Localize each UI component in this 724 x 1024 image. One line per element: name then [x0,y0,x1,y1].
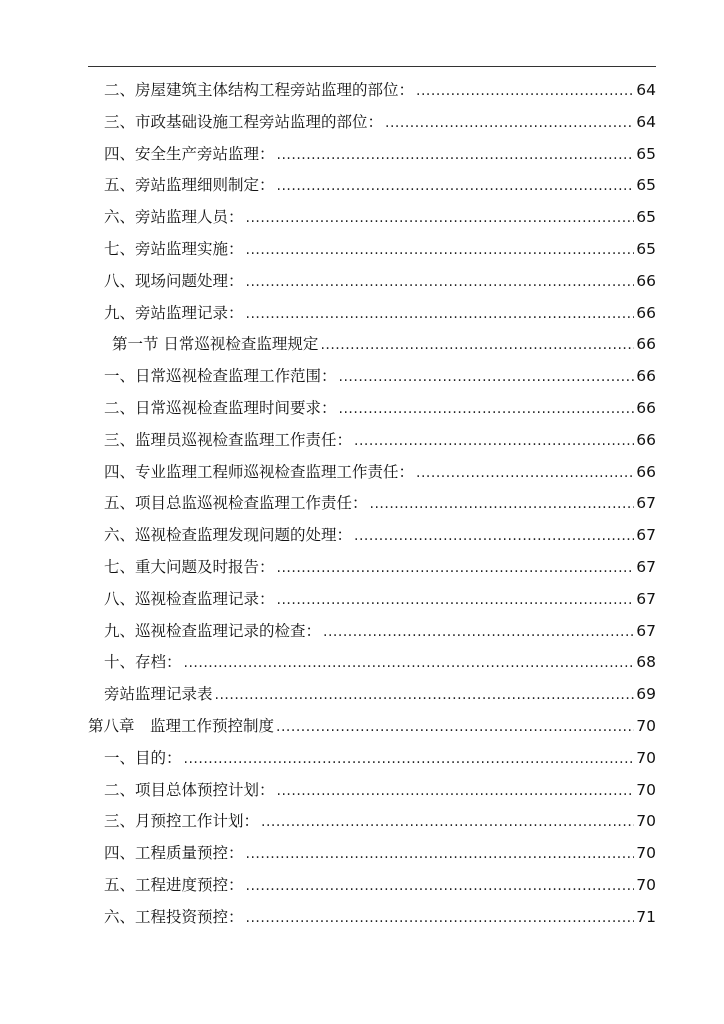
toc-entry-label: 三、月预控工作计划： [104,812,260,831]
toc-entry-page-number: 70 [636,844,656,863]
toc-dot-leader [354,522,634,550]
toc-dot-leader [184,649,635,677]
toc-entry-page-number: 66 [636,271,656,290]
toc-entry[interactable] [104,108,656,136]
toc-entry[interactable] [104,489,656,517]
toc-entry-page-number: 66 [636,303,656,322]
toc-dot-leader [246,268,635,296]
toc-dot-leader [277,172,635,200]
toc-entry-label: 四、专业监理工程师巡视检查监理工作责任： [104,462,415,481]
toc-entry[interactable] [104,267,656,295]
toc-dot-leader [246,872,635,900]
toc-entry-page-number: 64 [636,112,656,131]
toc-entry-label: 九、旁站监理记录： [104,303,244,322]
toc-entry-label: 九、巡视检查监理记录的检查： [104,621,322,640]
toc-entry[interactable] [104,553,656,581]
toc-entry[interactable] [104,203,656,231]
toc-entry-label: 四、安全生产旁站监理： [104,144,275,163]
toc-entry-label: 三、监理员巡视检查监理工作责任： [104,430,353,449]
toc-entry-page-number: 65 [636,240,656,258]
toc-entry-page-number: 66 [636,399,656,417]
toc-entry-page-number: 66 [636,367,656,386]
toc-entry-label: 五、项目总监巡视检查监理工作责任： [104,494,368,513]
toc-entry-page-number: 70 [636,717,656,735]
toc-entry-page-number: 70 [636,812,656,831]
toc-entry-page-number: 70 [636,748,656,767]
toc-dot-leader [370,490,635,518]
toc-entry-page-number: 66 [636,462,656,481]
toc-entry-page-number: 70 [636,876,656,894]
toc-entry-label: 第八章 监理工作预控制度 [88,717,275,735]
toc-entry-label: 六、巡视检查监理发现问题的处理： [104,526,353,545]
toc-entry-label: 六、工程投资预控： [104,907,244,926]
toc-dot-leader [320,331,634,359]
toc-entry[interactable] [104,362,656,390]
toc-entry-label: 七、重大问题及时报告： [104,558,275,576]
toc-entry-label: 八、巡视检查监理记录： [104,589,275,608]
toc-entry[interactable] [104,839,656,867]
toc-entry[interactable] [104,585,656,613]
toc-entry[interactable] [104,617,656,645]
toc-dot-leader [277,586,635,614]
toc-entry-page-number: 70 [636,780,656,799]
toc-entry-label: 五、工程进度预控： [104,876,244,894]
toc-dot-leader [354,427,634,455]
header-rule [88,66,656,67]
toc-entry-label: 八、现场问题处理： [104,271,244,290]
toc-entry-label: 二、日常巡视检查监理时间要求： [104,399,337,417]
toc-entry-page-number: 65 [636,144,656,163]
toc-dot-leader [277,554,635,582]
toc-entry[interactable] [112,330,656,358]
toc-entry[interactable] [104,680,656,708]
toc-dot-leader [261,808,634,836]
toc-entry-label: 六、旁站监理人员： [104,208,244,227]
toc-entry-label: 一、目的： [104,748,182,767]
toc-entry-page-number: 65 [636,176,656,195]
toc-entry-label: 四、工程质量预控： [104,844,244,863]
toc-entry-page-number: 67 [636,589,656,608]
toc-entry-label: 二、房屋建筑主体结构工程旁站监理的部位： [104,81,415,99]
toc-dot-leader [276,713,634,741]
toc-entry[interactable] [104,426,656,454]
toc-entry-page-number: 64 [636,81,656,99]
toc-entry-label: 第一节 日常巡视检查监理规定 [112,335,319,354]
toc-entry[interactable] [88,712,656,740]
toc-entry-page-number: 66 [636,335,656,354]
toc-dot-leader [385,109,634,137]
toc-dot-leader [339,363,635,391]
toc-entry-label: 七、旁站监理实施： [104,240,244,258]
toc-entry-label: 旁站监理记录表 [104,685,213,704]
toc-entry[interactable] [104,776,656,804]
toc-entry-label: 一、日常巡视检查监理工作范围： [104,367,337,386]
toc-dot-leader [277,777,635,805]
toc-dot-leader [246,204,635,232]
toc-entry[interactable] [104,744,656,772]
toc-entry-page-number: 69 [636,685,656,704]
toc-entry-page-number: 67 [636,494,656,513]
toc-entry-label: 五、旁站监理细则制定： [104,176,275,195]
toc-dot-leader [339,395,635,423]
toc-dot-leader [416,77,634,105]
toc-entry-page-number: 68 [636,653,656,672]
toc-dot-leader [246,904,635,932]
toc-entry-page-number: 67 [636,558,656,576]
toc-dot-leader [416,459,634,487]
toc-entry[interactable] [104,235,656,263]
toc-entry[interactable] [104,171,656,199]
toc-entry-page-number: 65 [636,208,656,227]
toc-dot-leader [215,681,635,709]
toc-entry[interactable] [104,299,656,327]
toc-entry[interactable] [104,807,656,835]
toc-entry-label: 二、项目总体预控计划： [104,780,275,799]
toc-entry[interactable] [104,648,656,676]
toc-entry[interactable] [104,903,656,931]
toc-entry-page-number: 67 [636,526,656,545]
toc-dot-leader [246,300,635,328]
toc-entry-page-number: 66 [636,430,656,449]
toc-entry-page-number: 67 [636,621,656,640]
toc-dot-leader [184,745,635,773]
toc-entry[interactable] [104,140,656,168]
toc-dot-leader [246,840,635,868]
toc-entry[interactable] [104,521,656,549]
toc-entry-page-number: 71 [636,907,656,926]
toc-dot-leader [246,236,635,264]
toc-dot-leader [277,141,635,169]
toc-entry-label: 三、市政基础设施工程旁站监理的部位： [104,112,384,131]
toc-entry-label: 十、存档： [104,653,182,672]
toc-dot-leader [323,618,634,646]
toc-entry[interactable] [104,458,656,486]
toc-entry[interactable] [104,76,656,104]
toc-entry[interactable] [104,394,656,422]
toc-entry[interactable] [104,871,656,899]
